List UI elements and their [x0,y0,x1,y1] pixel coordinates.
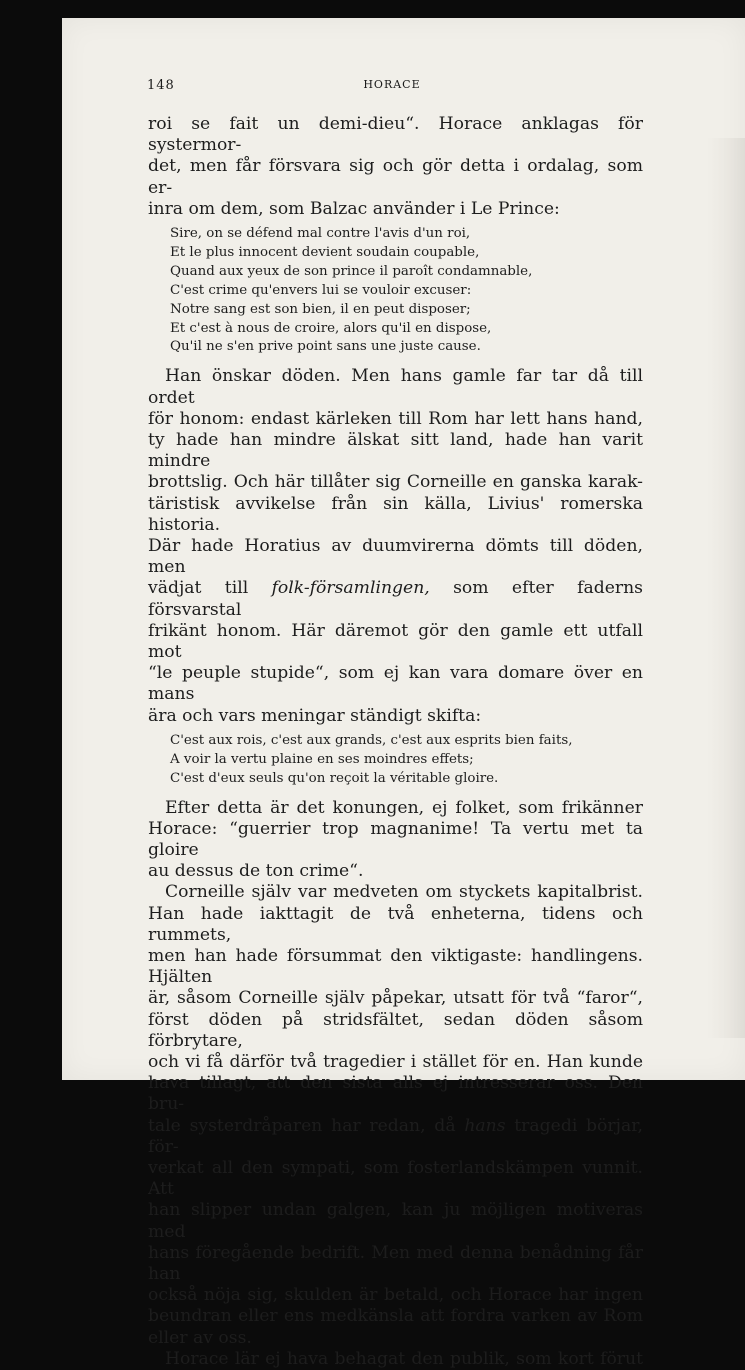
verse-line: C'est d'eux seuls qu'on reçoit la véritable gloire. [170,770,499,786]
text-line: “le peuple stupide“, som ej kan vara domare över en mans [148,663,643,705]
text-line: men han hade försummat den viktigaste: handlingens. Hjälten [148,945,643,988]
italic-phrase: folk-församlingen, [271,578,430,599]
paragraph-4 [148,882,643,1348]
text-line: ty hade han mindre älskat sitt land, hade han varit mindre [148,429,643,472]
text-line: hans föregående bedrift. Men med denna benådning får han [148,1242,643,1284]
paragraph-1 [148,114,643,220]
text-line: ära och vars meningar ständigt skifta: [148,705,482,726]
verse-line: A voir la vertu plaine en ses moindres effets; [170,751,474,767]
text-line: han slipper undan galgen, kan ju möjligen motiveras med [148,1200,643,1242]
running-head: HORACE [363,78,421,91]
italic-phrase: hans [464,1115,506,1136]
text-line: Där hade Horatius av duumvirerna dömts till döden, men [148,535,643,578]
verse-line: Et le plus innocent devient soudain coupable, [170,244,480,260]
text-line [148,1116,643,1158]
text-line: eller av oss. [148,1327,252,1348]
text-line: hava tillagt, att den sista alls ej intresserar oss. Den bru- [148,1073,643,1115]
verse-line: C'est crime qu'envers lui se vouloir excuser: [170,282,472,298]
verse-quote-2 [148,732,643,789]
page-header [147,78,637,98]
text-line: frikänt honom. Här däremot gör den gamle ett utfall mot [148,620,643,662]
verse-line: Qu'il ne s'en prive point sans une juste cause. [170,339,481,355]
text-line: verkat all den sympati, som fosterlandskämpen vunnit. Att [148,1157,643,1200]
text-line: Han hade iakttagit de två enheterna, tidens och rummets, [148,903,643,945]
text-line: roi se fait un demi-dieu“. Horace anklagas för systermor- [148,114,643,156]
verse-line: Et c'est à nous de croire, alors qu'il en dispose, [170,320,492,336]
text-line: för honom: endast kärleken till Rom har lett hans hand, [148,408,643,429]
text-line: Han önskar döden. Men hans gamle far tar då till ordet [148,366,643,408]
text-line: inra om dem, som Balzac använder i Le Prince: [148,198,560,219]
text-span: vädjat till [148,578,272,599]
text-line: Horace: “guerrier trop magnanime! Ta vertu met ta gloire [148,818,643,860]
text-span: tragedi börjar, för- [148,1115,643,1157]
text-line: Efter detta är det konungen, ej folket, som frikänner [165,797,643,818]
text-line [148,578,643,620]
text-line: brottslig. Och här tillåter sig Corneille en ganska karak- [148,472,643,493]
text-line: Corneille själv var medveten om styckets kapitalbrist. [165,882,643,903]
verse-line: C'est aux rois, c'est aux grands, c'est aux esprits bien faits, [170,732,573,748]
text-span: tale systerdråparen har redan, då [148,1115,465,1136]
text-line: täristisk avvikelse från sin källa, Livius' romerska historia. [148,493,643,535]
text-line: också nöja sig, skulden är betald, och Horace har ingen [148,1285,643,1306]
text-line: det, men får försvara sig och gör detta i ordalag, som er- [148,156,643,198]
text-line: Horace lär ej hava behagat den publik, som kort förut [165,1348,643,1369]
page-shadow [707,138,745,1038]
paragraph-2 [148,366,643,726]
verse-quote-1 [148,225,643,357]
paragraph-3 [148,798,643,883]
text-line: au dessus de ton crime“. [148,861,364,882]
verse-line: Notre sang est son bien, il en peut disposer; [170,301,471,317]
text-span: som efter faderns försvarstal [148,578,643,620]
page-body [148,114,643,1370]
page-number: 148 [147,78,175,93]
verse-line: Quand aux yeux de son prince il paroît condamnable, [170,263,533,279]
text-line: beundran eller ens medkänsla att fordra varken av Rom [148,1306,643,1327]
text-line: är, såsom Corneille själv påpekar, utsatt för två “faror“, [148,988,643,1009]
text-line: och vi få därför två tragedier i stället för en. Han kunde [148,1051,643,1072]
verse-line: Sire, on se défend mal contre l'avis d'un roi, [170,226,471,242]
paragraph-5 [148,1349,643,1370]
text-line: först döden på stridsfältet, sedan döden såsom förbrytare, [148,1009,643,1051]
